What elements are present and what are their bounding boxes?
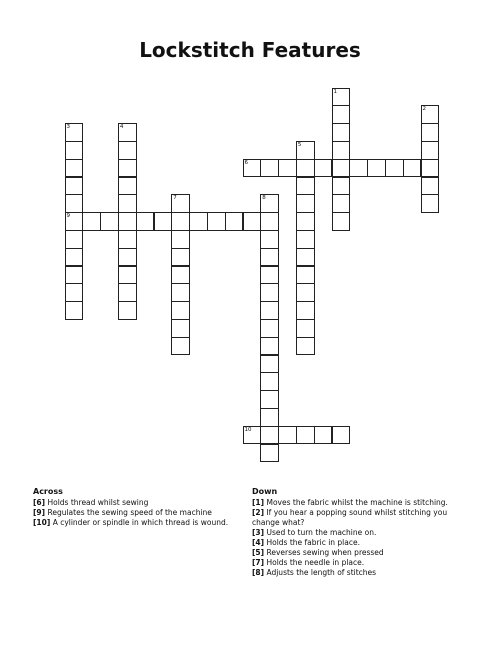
grid-cell[interactable] [171,194,190,213]
grid-cell[interactable] [421,177,440,196]
grid-cell[interactable] [65,212,84,231]
grid-cell[interactable] [314,426,333,445]
grid-cell[interactable] [171,212,190,231]
grid-cell[interactable] [349,159,368,178]
grid-cell[interactable] [65,159,84,178]
grid-cell[interactable] [100,212,119,231]
grid-cell[interactable] [260,319,279,338]
grid-cell[interactable] [278,426,297,445]
grid-cell[interactable] [403,159,422,178]
across-heading: Across [33,487,63,496]
grid-cell[interactable] [65,266,84,285]
clue-text: Moves the fabric whilst the machine is stitching. [266,498,448,507]
grid-cell[interactable] [118,301,137,320]
down-clue [252,538,472,548]
grid-cell[interactable] [65,230,84,249]
down-clue [252,568,472,578]
cell-number: 4 [119,124,124,131]
grid-cell[interactable] [171,248,190,267]
grid-cell[interactable] [296,230,315,249]
grid-cell[interactable] [260,230,279,249]
grid-cell[interactable] [65,141,84,160]
grid-cell[interactable] [118,266,137,285]
grid-cell[interactable] [296,337,315,356]
grid-cell[interactable] [332,88,351,107]
grid-cell[interactable] [296,301,315,320]
grid-cell[interactable] [421,194,440,213]
grid-cell[interactable] [332,177,351,196]
grid-cell[interactable] [260,248,279,267]
grid-cell[interactable] [243,212,262,231]
grid-cell[interactable] [260,408,279,427]
down-clue [252,528,472,538]
grid-cell[interactable] [260,283,279,302]
clue-number: [2] [252,508,265,517]
grid-cell[interactable] [171,230,190,249]
clue-number: [8] [252,568,265,577]
grid-cell[interactable] [332,212,351,231]
across-clue [33,518,243,528]
grid-cell[interactable] [118,283,137,302]
grid-cell[interactable] [260,159,279,178]
grid-cell[interactable] [332,159,351,178]
grid-cell[interactable] [118,177,137,196]
grid-cell[interactable] [154,212,173,231]
grid-cell[interactable] [118,248,137,267]
grid-cell[interactable] [136,212,155,231]
grid-cell[interactable] [225,212,244,231]
down-clue [252,508,472,528]
grid-cell[interactable] [65,194,84,213]
clue-number: [10] [33,518,51,527]
grid-cell[interactable] [332,141,351,160]
grid-cell[interactable] [118,212,137,231]
down-clue [252,558,472,568]
grid-cell[interactable] [278,159,297,178]
grid-cell[interactable] [118,159,137,178]
grid-cell[interactable] [243,159,262,178]
down-clue [252,498,472,508]
cell-number: 6 [244,159,248,166]
clue-text: Used to turn the machine on. [266,528,377,537]
clue-number: [4] [252,538,265,547]
down-clues [252,487,472,578]
cell-number: 5 [297,141,302,148]
grid-cell[interactable] [421,105,440,124]
grid-cell[interactable] [421,159,440,178]
grid-cell[interactable] [296,212,315,231]
grid-cell[interactable] [296,266,315,285]
grid-cell[interactable] [332,105,351,124]
grid-cell[interactable] [296,248,315,267]
grid-cell[interactable] [296,283,315,302]
grid-cell[interactable] [171,283,190,302]
grid-cell[interactable] [385,159,404,178]
grid-cell[interactable] [171,266,190,285]
grid-cell[interactable] [260,194,279,213]
grid-cell[interactable] [296,426,315,445]
across-clues [33,487,243,528]
cell-number: 10 [244,426,252,433]
clue-number: [1] [252,498,265,507]
grid-cell[interactable] [260,444,279,463]
grid-cell[interactable] [332,123,351,142]
clue-text: Adjusts the length of stitches [266,568,377,577]
clue-text: Holds thread whilst sewing [47,498,149,507]
grid-cell[interactable] [65,283,84,302]
clue-number: [3] [252,528,265,537]
clue-text: If you hear a popping sound whilst stitching you change what? [252,508,448,527]
clue-text: Holds the fabric in place. [266,538,360,547]
grid-cell[interactable] [260,212,279,231]
grid-cell[interactable] [260,426,279,445]
cell-number: 9 [66,213,70,220]
puzzle-title: Lockstitch Features [139,38,361,62]
clue-number: [6] [33,498,46,507]
clue-number: [7] [252,558,265,567]
grid-cell[interactable] [189,212,208,231]
grid-cell[interactable] [65,248,84,267]
grid-cell[interactable] [207,212,226,231]
grid-cell[interactable] [243,426,262,445]
clue-number: [5] [252,548,265,557]
cell-number: 3 [66,124,70,131]
grid-cell[interactable] [421,123,440,142]
grid-cell[interactable] [260,266,279,285]
grid-cell[interactable] [367,159,386,178]
grid-cell[interactable] [332,426,351,445]
grid-cell[interactable] [296,159,315,178]
clue-text: Holds the needle in place. [266,558,365,567]
grid-cell[interactable] [296,319,315,338]
cell-number: 8 [262,195,266,202]
grid-cell[interactable] [296,194,315,213]
cell-number: 2 [422,106,426,113]
grid-cell[interactable] [260,372,279,391]
grid-cell[interactable] [332,194,351,213]
grid-cell[interactable] [260,337,279,356]
clue-text: Regulates the sewing speed of the machine [47,508,212,517]
grid-cell[interactable] [314,159,333,178]
grid-cell[interactable] [65,177,84,196]
clue-text: Reverses sewing when pressed [266,548,384,557]
down-heading: Down [252,487,278,496]
clue-text: A cylinder or spindle in which thread is wound. [52,518,229,527]
grid-cell[interactable] [82,212,101,231]
grid-cell[interactable] [118,141,137,160]
grid-cell[interactable] [296,177,315,196]
grid-cell[interactable] [118,230,137,249]
grid-cell[interactable] [260,390,279,409]
grid-cell[interactable] [118,123,137,142]
across-clue [33,508,243,518]
grid-cell[interactable] [171,319,190,338]
clue-number: [9] [33,508,46,517]
grid-cell[interactable] [260,355,279,374]
down-clue [252,548,472,558]
grid-cell[interactable] [296,141,315,160]
grid-cell[interactable] [171,301,190,320]
grid-cell[interactable] [65,123,84,142]
cell-number: 7 [173,195,177,202]
grid-cell[interactable] [171,337,190,356]
cell-number: 1 [333,88,337,95]
across-clue [33,498,243,508]
grid-cell[interactable] [421,141,440,160]
grid-cell[interactable] [260,301,279,320]
grid-cell[interactable] [118,194,137,213]
grid-cell[interactable] [65,301,84,320]
